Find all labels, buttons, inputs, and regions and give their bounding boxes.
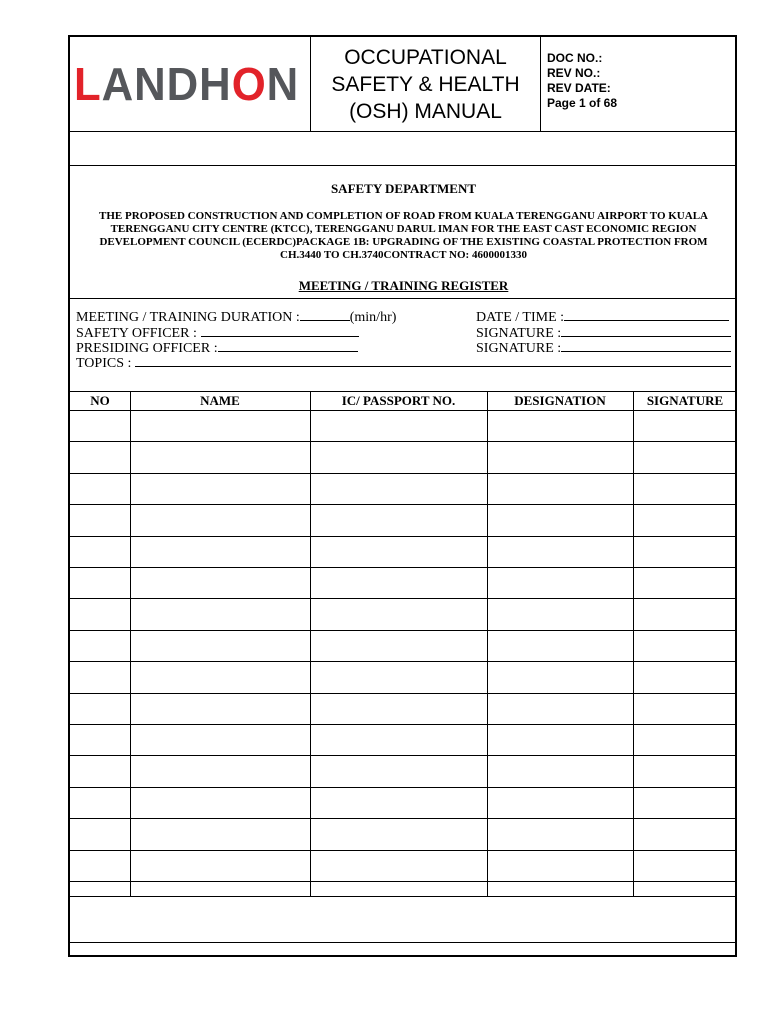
cell-passport[interactable] xyxy=(310,473,487,504)
table-row xyxy=(70,598,737,629)
cell-passport[interactable] xyxy=(310,755,487,786)
cell-designation[interactable] xyxy=(487,661,633,692)
cell-name[interactable] xyxy=(130,661,310,692)
topics-label: TOPICS : xyxy=(76,356,132,371)
table-top-rule xyxy=(70,391,737,392)
cell-passport[interactable] xyxy=(310,598,487,629)
presiding-signature-field xyxy=(476,339,731,357)
cell-no[interactable] xyxy=(70,661,130,692)
cell-name[interactable] xyxy=(130,504,310,535)
cell-designation[interactable] xyxy=(487,787,633,818)
section-rule xyxy=(70,298,737,299)
cell-name[interactable] xyxy=(130,567,310,598)
table-row xyxy=(70,850,737,881)
cell-signature[interactable] xyxy=(633,598,737,629)
column-header-signature: SIGNATURE xyxy=(646,393,724,408)
register-title: MEETING / TRAINING REGISTER xyxy=(298,278,509,293)
cell-no[interactable] xyxy=(70,504,130,535)
table-row xyxy=(70,787,737,818)
rev-no-label: REV NO.: xyxy=(547,66,601,80)
row-rule xyxy=(70,881,737,882)
rev-date-label: REV DATE: xyxy=(547,81,611,95)
department-title: SAFETY DEPARTMENT xyxy=(330,181,477,196)
cell-name[interactable] xyxy=(130,850,310,881)
cell-passport[interactable] xyxy=(310,504,487,535)
table-row xyxy=(70,630,737,661)
cell-passport[interactable] xyxy=(310,693,487,724)
cell-signature[interactable] xyxy=(633,787,737,818)
row-rule xyxy=(70,896,737,897)
column-header-passport: IC/ PASSPORT NO. xyxy=(341,393,456,408)
presiding-officer-input[interactable] xyxy=(218,339,358,352)
cell-signature[interactable] xyxy=(633,473,737,504)
cell-name[interactable] xyxy=(130,630,310,661)
cell-signature[interactable] xyxy=(633,850,737,881)
logo-wordmark: LANDHON xyxy=(74,58,300,110)
title-line: (OSH) MANUAL xyxy=(349,99,502,123)
cell-no[interactable] xyxy=(70,850,130,881)
project-description: THE PROPOSED CONSTRUCTION AND COMPLETION OF ROAD FROM KUALA TERENGGANU AIRPORT TO KUALA TERENGGANU CITY CENTRE (KTCC), TERENGGANU DARUL IMAN FOR THE EAST CAST ECONOMIC REGION DEVELOPMENT COUNCIL (ECERDC)PACKAGE 1B: UPGRADING OF THE EXISTING COASTAL PROTECTION FROM CH.3440 TO CH.3740CONTRACT NO: 4600001330 xyxy=(99,210,708,261)
cell-name[interactable] xyxy=(130,410,310,441)
table-row xyxy=(70,661,737,692)
safety-officer-label: SAFETY OFFICER : xyxy=(76,326,197,341)
cell-designation[interactable] xyxy=(487,630,633,661)
table-row xyxy=(70,693,737,724)
cell-signature[interactable] xyxy=(633,724,737,755)
doc-no-label: DOC NO.: xyxy=(547,51,603,65)
column-divider xyxy=(633,391,634,896)
cell-no[interactable] xyxy=(70,787,130,818)
footer-rule xyxy=(70,942,737,943)
cell-designation[interactable] xyxy=(487,598,633,629)
table-row xyxy=(70,818,737,849)
cell-designation[interactable] xyxy=(487,504,633,535)
cell-passport[interactable] xyxy=(310,661,487,692)
cell-name[interactable] xyxy=(130,536,310,567)
presiding-officer-label: PRESIDING OFFICER : xyxy=(76,341,218,356)
cell-designation[interactable] xyxy=(487,724,633,755)
table-row xyxy=(70,504,737,535)
header-divider xyxy=(540,37,541,131)
title-line: SAFETY & HEALTH xyxy=(331,72,520,96)
column-header-name: NAME xyxy=(200,393,240,408)
column-header-no: NO xyxy=(90,393,110,408)
cell-passport[interactable] xyxy=(310,818,487,849)
signature-input[interactable] xyxy=(561,324,731,337)
date-time-input[interactable] xyxy=(564,308,729,321)
column-divider xyxy=(487,391,488,896)
cell-designation[interactable] xyxy=(487,850,633,881)
cell-passport[interactable] xyxy=(310,567,487,598)
cell-designation[interactable] xyxy=(487,473,633,504)
cell-signature[interactable] xyxy=(633,567,737,598)
company-logo xyxy=(70,37,310,131)
table-row xyxy=(70,724,737,755)
duration-input[interactable] xyxy=(300,308,350,321)
form-page xyxy=(68,35,737,957)
cell-passport[interactable] xyxy=(310,787,487,818)
cell-name[interactable] xyxy=(130,441,310,472)
table-row xyxy=(70,567,737,598)
cell-no[interactable] xyxy=(70,598,130,629)
cell-designation[interactable] xyxy=(487,567,633,598)
date-time-label: DATE / TIME : xyxy=(476,310,565,325)
cell-name[interactable] xyxy=(130,598,310,629)
cell-signature[interactable] xyxy=(633,504,737,535)
cell-name[interactable] xyxy=(130,473,310,504)
cell-passport[interactable] xyxy=(310,630,487,661)
cell-signature[interactable] xyxy=(633,693,737,724)
page-number: Page 1 of 68 xyxy=(547,96,618,110)
duration-label: MEETING / TRAINING DURATION : xyxy=(76,310,300,325)
cell-signature[interactable] xyxy=(633,661,737,692)
cell-signature[interactable] xyxy=(633,630,737,661)
table-row xyxy=(70,755,737,786)
manual-title xyxy=(311,37,540,131)
cell-no[interactable] xyxy=(70,724,130,755)
table-row xyxy=(70,536,737,567)
cell-signature[interactable] xyxy=(633,441,737,472)
cell-designation[interactable] xyxy=(487,410,633,441)
band-rule xyxy=(70,165,737,166)
document-info xyxy=(547,51,737,111)
column-divider xyxy=(310,391,311,896)
cell-passport[interactable] xyxy=(310,850,487,881)
signature-input[interactable] xyxy=(561,339,731,352)
cell-passport[interactable] xyxy=(310,441,487,472)
signature-label: SIGNATURE : xyxy=(476,341,562,356)
cell-no[interactable] xyxy=(70,473,130,504)
cell-designation[interactable] xyxy=(487,693,633,724)
cell-no[interactable] xyxy=(70,536,130,567)
cell-no[interactable] xyxy=(70,630,130,661)
cell-name[interactable] xyxy=(130,693,310,724)
duration-unit: (min/hr) xyxy=(349,310,397,325)
cell-no[interactable] xyxy=(70,410,130,441)
cell-signature[interactable] xyxy=(633,818,737,849)
cell-designation[interactable] xyxy=(487,441,633,472)
header-bottom-rule xyxy=(70,131,737,132)
table-row xyxy=(70,473,737,504)
cell-no[interactable] xyxy=(70,818,130,849)
cell-signature[interactable] xyxy=(633,536,737,567)
cell-no[interactable] xyxy=(70,441,130,472)
cell-name[interactable] xyxy=(130,755,310,786)
cell-name[interactable] xyxy=(130,818,310,849)
cell-passport[interactable] xyxy=(310,536,487,567)
cell-name[interactable] xyxy=(130,724,310,755)
cell-no[interactable] xyxy=(70,567,130,598)
column-divider xyxy=(130,391,131,896)
table-row xyxy=(70,441,737,472)
title-line: OCCUPATIONAL xyxy=(344,45,507,69)
cell-no[interactable] xyxy=(70,693,130,724)
cell-signature[interactable] xyxy=(633,410,737,441)
cell-passport[interactable] xyxy=(310,410,487,441)
signature-label: SIGNATURE : xyxy=(476,326,562,341)
cell-passport[interactable] xyxy=(310,724,487,755)
cell-designation[interactable] xyxy=(487,818,633,849)
table-row xyxy=(70,410,737,441)
cell-designation[interactable] xyxy=(487,755,633,786)
cell-no[interactable] xyxy=(70,755,130,786)
column-header-designation: DESIGNATION xyxy=(514,393,606,408)
cell-designation[interactable] xyxy=(487,536,633,567)
cell-signature[interactable] xyxy=(633,755,737,786)
cell-name[interactable] xyxy=(130,787,310,818)
safety-officer-input[interactable] xyxy=(201,324,359,337)
